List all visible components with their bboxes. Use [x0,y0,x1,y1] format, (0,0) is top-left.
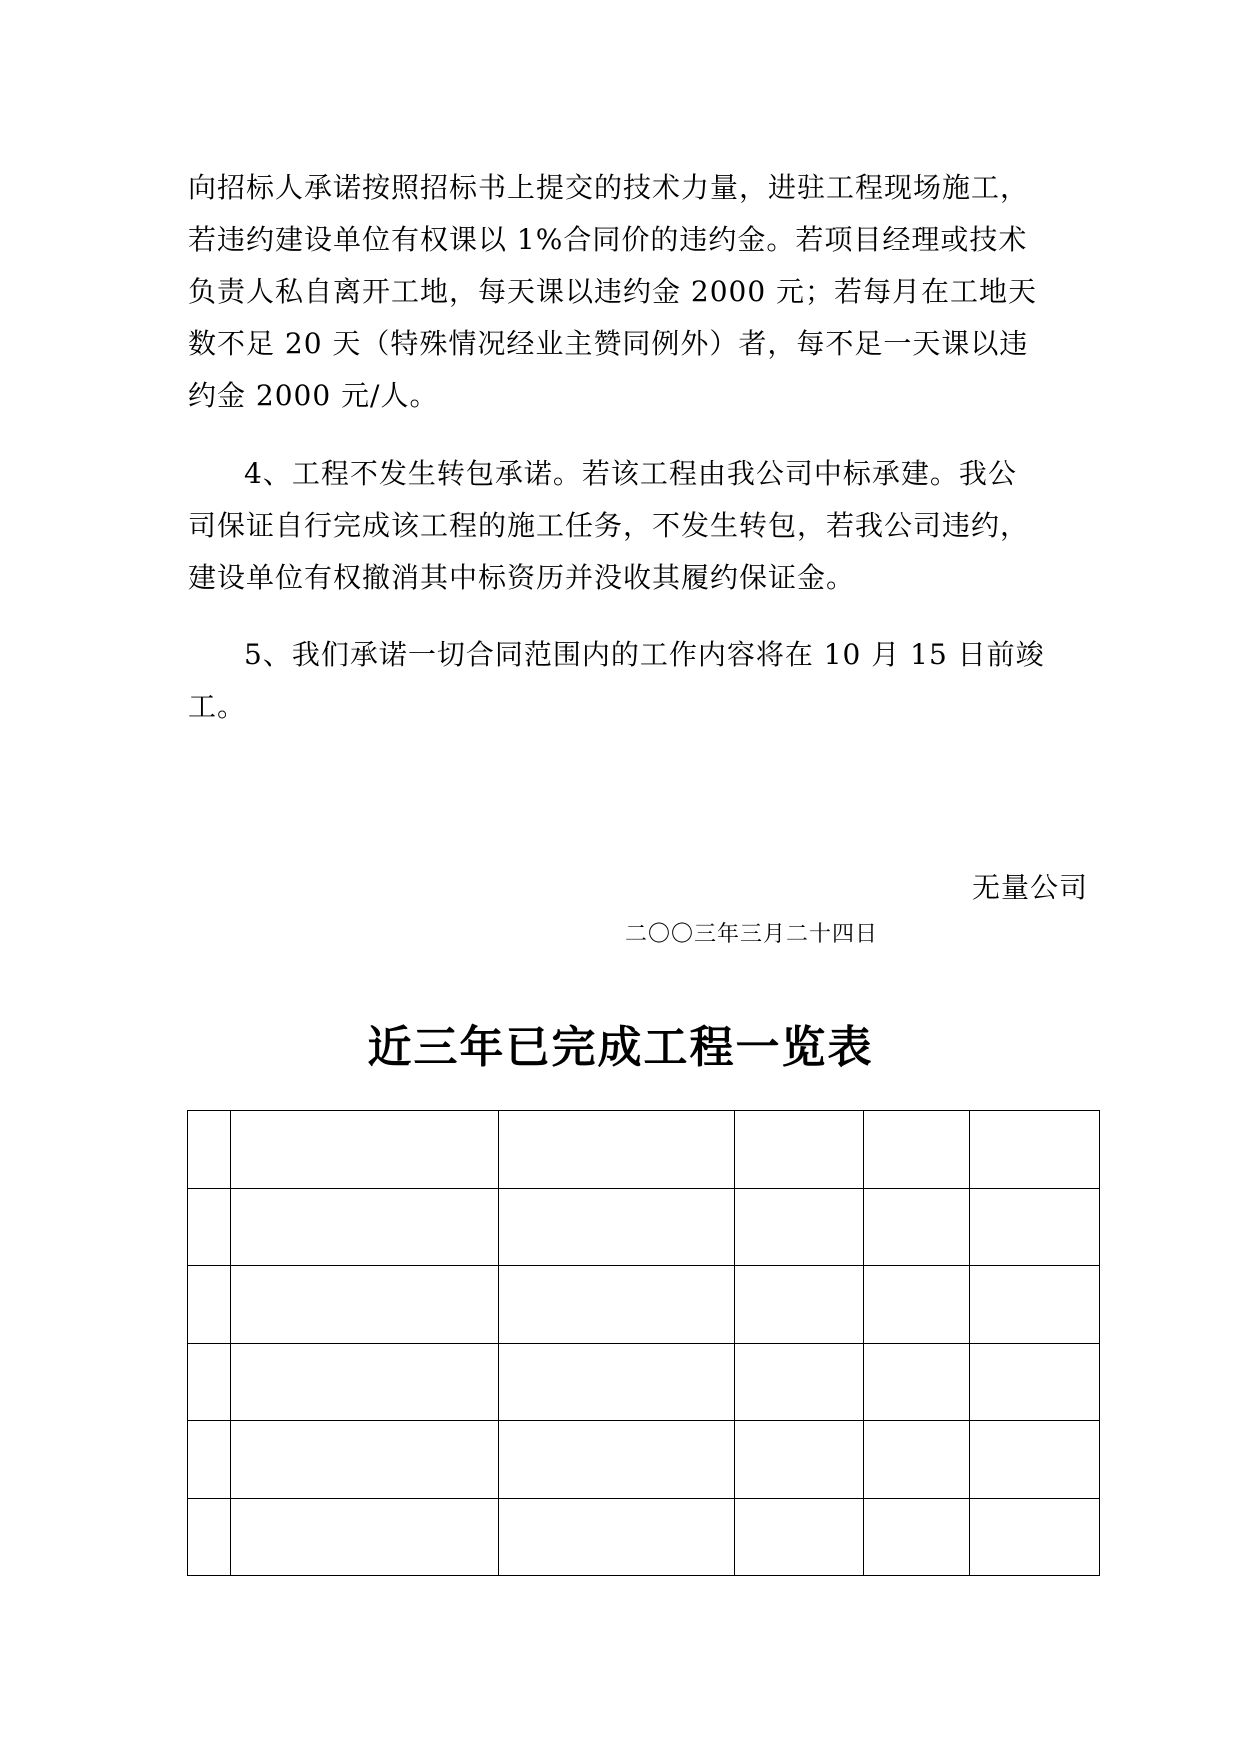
table-cell [499,1111,735,1189]
table-cell [499,1188,735,1266]
table-row [188,1421,1100,1499]
text-line: 工。 [188,690,247,723]
table-cell [970,1266,1100,1344]
table-cell [970,1111,1100,1189]
table-cell [188,1188,231,1266]
paragraph-completion-date [188,629,1090,733]
table-cell [231,1343,499,1421]
table-cell [735,1421,864,1499]
table-title: 近三年已完成工程一览表 [367,1022,874,1073]
text-line: 约金 2000 元/人。 [188,379,439,412]
table-cell [188,1111,231,1189]
paragraph-technical-force [188,162,1090,422]
table-cell [499,1421,735,1499]
table-cell [735,1188,864,1266]
table-cell [864,1421,970,1499]
table-cell [188,1266,231,1344]
text-line: 若违约建设单位有权课以 1%合同价的违约金。若项目经理或技术 [188,223,1028,256]
table-cell [499,1266,735,1344]
table-cell [735,1343,864,1421]
table-cell [735,1266,864,1344]
text-line: 负责人私自离开工地，每天课以违约金 2000 元；若每月在工地天 [188,275,1038,308]
text-line: 5、我们承诺一切合同范围内的工作内容将在 10 月 15 日前竣 [244,638,1045,671]
table-cell [864,1498,970,1576]
table-cell [188,1421,231,1499]
table-cell [231,1111,499,1189]
text-line: 4、工程不发生转包承诺。若该工程由我公司中标承建。我公 [244,457,1017,490]
table-row [188,1111,1100,1189]
text-line: 司保证自行完成该工程的施工任务，不发生转包，若我公司违约， [188,509,1030,542]
table-cell [499,1498,735,1576]
table-cell [231,1188,499,1266]
table-cell [864,1266,970,1344]
table-cell [864,1111,970,1189]
table-cell [231,1498,499,1576]
table-cell [864,1343,970,1421]
completed-projects-table [187,1110,1100,1576]
text-line: 向招标人承诺按照招标书上提交的技术力量，进驻工程现场施工， [188,171,1030,204]
table-row [188,1343,1100,1421]
table-cell [188,1343,231,1421]
company-signature: 无量公司 [971,871,1088,904]
table-cell [499,1343,735,1421]
paragraph-no-subcontract [188,448,1090,604]
table-cell [735,1498,864,1576]
signature-date: 二〇〇三年三月二十四日 [625,922,879,947]
table-row [188,1266,1100,1344]
table-cell [970,1498,1100,1576]
table-cell [970,1421,1100,1499]
table-cell [231,1421,499,1499]
text-line: 数不足 20 天（特殊情况经业主赞同例外）者，每不足一天课以违 [188,327,1029,360]
table-row [188,1498,1100,1576]
table-cell [735,1111,864,1189]
table-cell [231,1266,499,1344]
text-line: 建设单位有权撤消其中标资历并没收其履约保证金。 [188,561,856,594]
table-cell [970,1188,1100,1266]
table-cell [864,1188,970,1266]
table-cell [970,1343,1100,1421]
table-row [188,1188,1100,1266]
table-cell [188,1498,231,1576]
